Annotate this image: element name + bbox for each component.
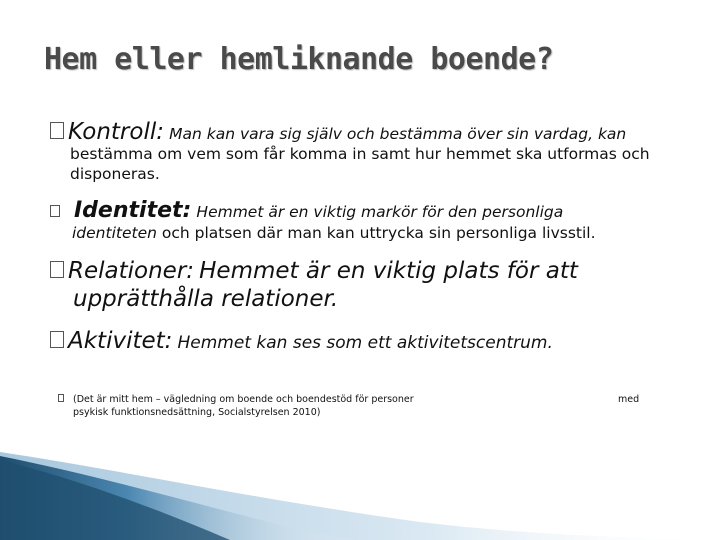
- bullet-continuation: [50, 222, 690, 244]
- bullet-continuation-italic: identiteten: [72, 224, 157, 242]
- bullet-term: Aktivitet:: [68, 328, 173, 354]
- bullet-box-icon: [50, 122, 64, 139]
- bullet-box-icon: [50, 331, 64, 348]
- citation-line-1-end: med: [618, 394, 640, 405]
- bullet-box-icon: [50, 261, 64, 278]
- bullet-box-icon: [50, 205, 60, 217]
- bullet-desc: Man kan vara sig själv och bestämma över sin vardag, kan: [169, 125, 627, 143]
- bullet-desc: Hemmet kan ses som ett aktivitetscentrum.: [177, 333, 553, 353]
- bullet-continuation-rest: och platsen där man kan uttrycka sin personliga livsstil.: [156, 224, 596, 242]
- bullet-continuation: bestämma om vem som får komma in samt hur hemmet ska utformas och disponeras.: [70, 145, 650, 183]
- bullet-identitet: [50, 198, 690, 244]
- bullet-term: Relationer:: [68, 258, 195, 284]
- source-citation: [58, 393, 658, 419]
- bullet-continuation: upprätthålla relationer.: [73, 286, 339, 312]
- citation-line-2: psykisk funktionsnedsättning, Socialstyrelsen 2010): [73, 407, 321, 418]
- bullet-desc: Hemmet är en viktig plats för att: [199, 258, 578, 284]
- bullet-relationer: [50, 258, 700, 314]
- bullet-desc: Hemmet är en viktig markör för den personliga: [196, 203, 564, 221]
- bullet-term: Kontroll:: [68, 119, 164, 145]
- slide-title: Hem eller hemliknande boende?: [44, 42, 554, 77]
- wave-decoration: [0, 450, 720, 540]
- bullet-term: Identitet:: [74, 198, 192, 223]
- bullet-kontroll: [50, 119, 690, 184]
- bullet-box-icon: [58, 394, 64, 402]
- citation-line-1: (Det är mitt hem – vägledning om boende och boendestöd för personer: [73, 394, 414, 405]
- bullet-aktivitet: [50, 328, 700, 354]
